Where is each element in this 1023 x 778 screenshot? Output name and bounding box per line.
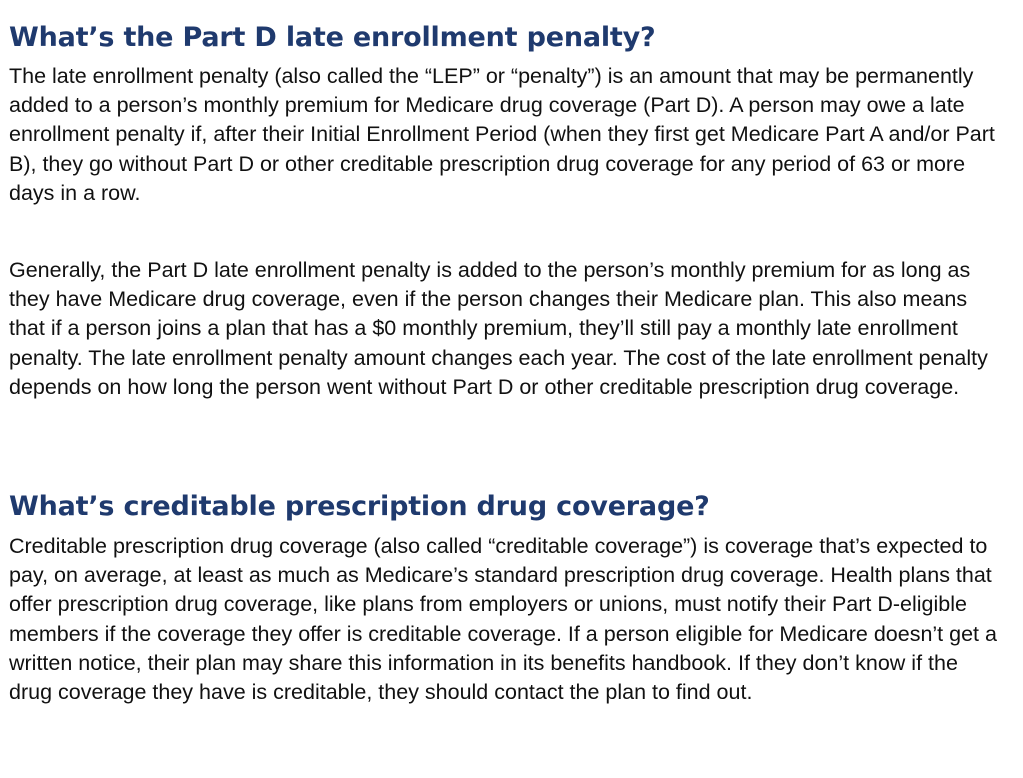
paragraph-lep-definition: The late enrollment penalty (also called the “LEP” or “penalty”) is an amount that may be permanently added to a person’s monthly premium for Medicare drug coverage (Part D). A person may owe a late enrollment penalty if, after their Initial Enrollment Period (when they first get Medicare Part A and/or Part B), they go without Part D or other creditable prescription drug coverage for any period of 63 or more days in a row. — [9, 64, 995, 205]
section-heading-creditable-coverage: What’s creditable prescription drug coverage? — [9, 491, 710, 522]
paragraph-lep-duration: Generally, the Part D late enrollment penalty is added to the person’s monthly premium for as long as they have Medicare drug coverage, even if the person changes their Medicare plan. This also means that if a person joins a plan that has a $0 monthly premium, they’ll still pay a monthly late enrollment penalty. The late enrollment penalty amount changes each year. The cost of the late enrollment penalty depends on how long the person went without Part D or other creditable prescription drug coverage. — [9, 258, 988, 399]
section-heading-late-enrollment-penalty: What’s the Part D late enrollment penalty? — [9, 22, 656, 53]
paragraph-creditable-coverage-definition: Creditable prescription drug coverage (also called “creditable coverage”) is coverage that’s expected to pay, on average, at least as much as Medicare’s standard prescription drug coverage. Health plans that offer prescription drug coverage, like plans from employers or unions, must notify their Part D-eligible members if the coverage they offer is creditable coverage. If a person eligible for Medicare doesn’t get a written notice, their plan may share this information in its benefits handbook. If they don’t know if the drug coverage they have is creditable, they should contact the plan to find out. — [9, 534, 997, 705]
